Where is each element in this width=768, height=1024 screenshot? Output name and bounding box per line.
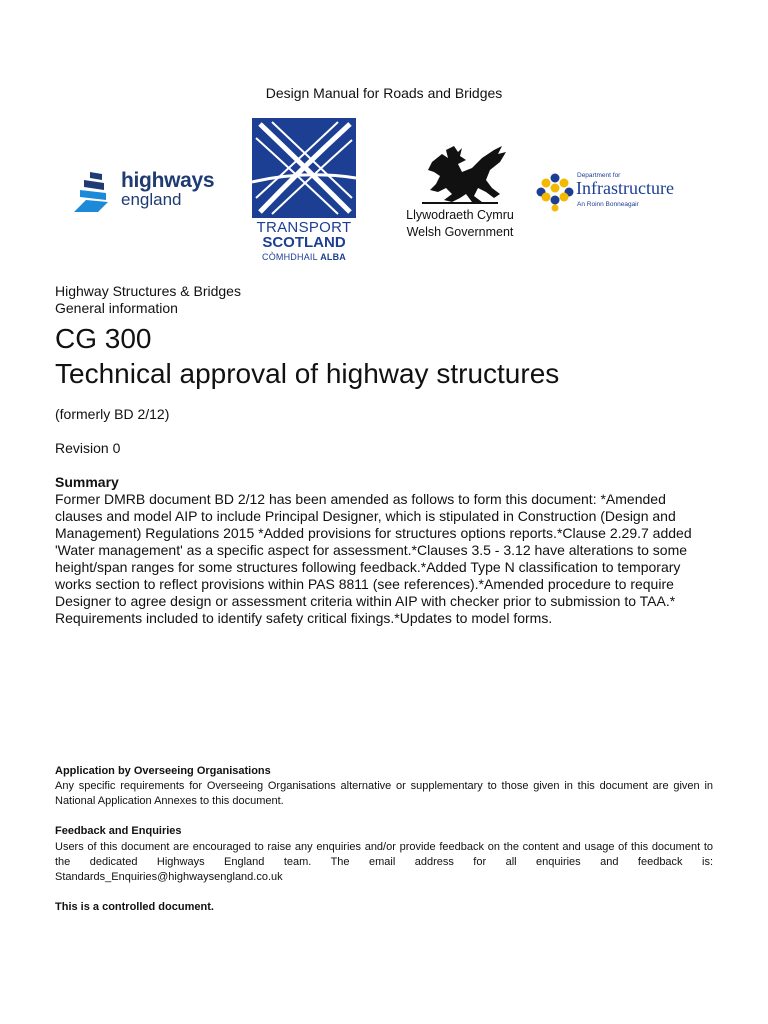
gaelic-text: CÒMHDHAIL — [262, 252, 321, 262]
welsh-government-line1: Llywodraeth Cymru — [406, 208, 514, 222]
feedback-text: Users of this document are encouraged to raise any enquiries and/or provide feedback on the content and usage of this document to the dedicated Highways England team. The email address for all enquiries and feedback is: Standards_Enquiries@highwaysengland.co.uk — [55, 841, 713, 883]
highways-england-line2: england — [121, 190, 182, 209]
transport-scotland-line1: TRANSPORT — [256, 219, 352, 236]
dragon-icon — [402, 140, 518, 206]
dfi-big-text: Infrastructure — [576, 178, 674, 198]
hexagon-cluster-icon — [536, 172, 574, 212]
summary-heading: Summary — [55, 474, 119, 490]
dfi-small-text: Department for — [577, 172, 621, 179]
application-text: Any specific requirements for Overseeing Organisations alternative or supplementary to those given in this document are given in National Application Annexes to this document. — [55, 780, 713, 807]
application-heading: Application by Overseeing Organisations — [55, 765, 271, 777]
welsh-government-logo — [402, 140, 518, 245]
manual-title: Design Manual for Roads and Bridges — [265, 85, 503, 101]
series-line2: General information — [55, 300, 178, 316]
series-label — [55, 283, 241, 317]
highways-england-mark-icon — [72, 170, 118, 216]
controlled-document-notice: This is a controlled document. — [55, 901, 214, 913]
transport-scotland-line2: SCOTLAND — [262, 234, 346, 251]
feedback-heading: Feedback and Enquiries — [55, 825, 182, 837]
revision-label: Revision 0 — [55, 440, 121, 456]
transport-scotland-line3 — [252, 252, 356, 262]
transport-scotland-logo — [252, 118, 356, 263]
summary-text: Former DMRB document BD 2/12 has been amended as follows to form this document: *Amended clauses and model AIP to include Principal Designer, which is stipulated in Construction (Design and Management) Regulations 2015 *Added provisions for structures options reports.*Clause 2.29.7 added 'Water management' as a specific aspect for assessment.*Clauses 3.5 - 3.12 have alterations to some height/span ranges for some structures following feedback.*Added Type N classification to temporary works section to reflect provisions within PAS 8811 (see references).*Amended procedure to require Designer to agree design or assessment criteria within AIP with checker prior to submission to TAA.* Requirements included to identify safety critical fixings.*Updates to model forms. — [55, 491, 692, 626]
welsh-government-line2: Welsh Government — [406, 225, 514, 239]
saltire-roads-icon — [252, 118, 356, 218]
document-id: CG 300 — [55, 323, 152, 354]
document-title: Technical approval of highway structures — [55, 358, 560, 389]
highways-england-logo — [72, 168, 232, 218]
dfi-logo — [536, 170, 696, 214]
formerly-label: (formerly BD 2/12) — [55, 406, 170, 422]
dfi-irish-text: An Roinn Bonneagair — [577, 201, 639, 208]
highways-england-line1: highways — [121, 169, 215, 192]
series-line1: Highway Structures & Bridges — [55, 283, 241, 299]
gaelic-text-bold: ALBA — [320, 252, 346, 262]
